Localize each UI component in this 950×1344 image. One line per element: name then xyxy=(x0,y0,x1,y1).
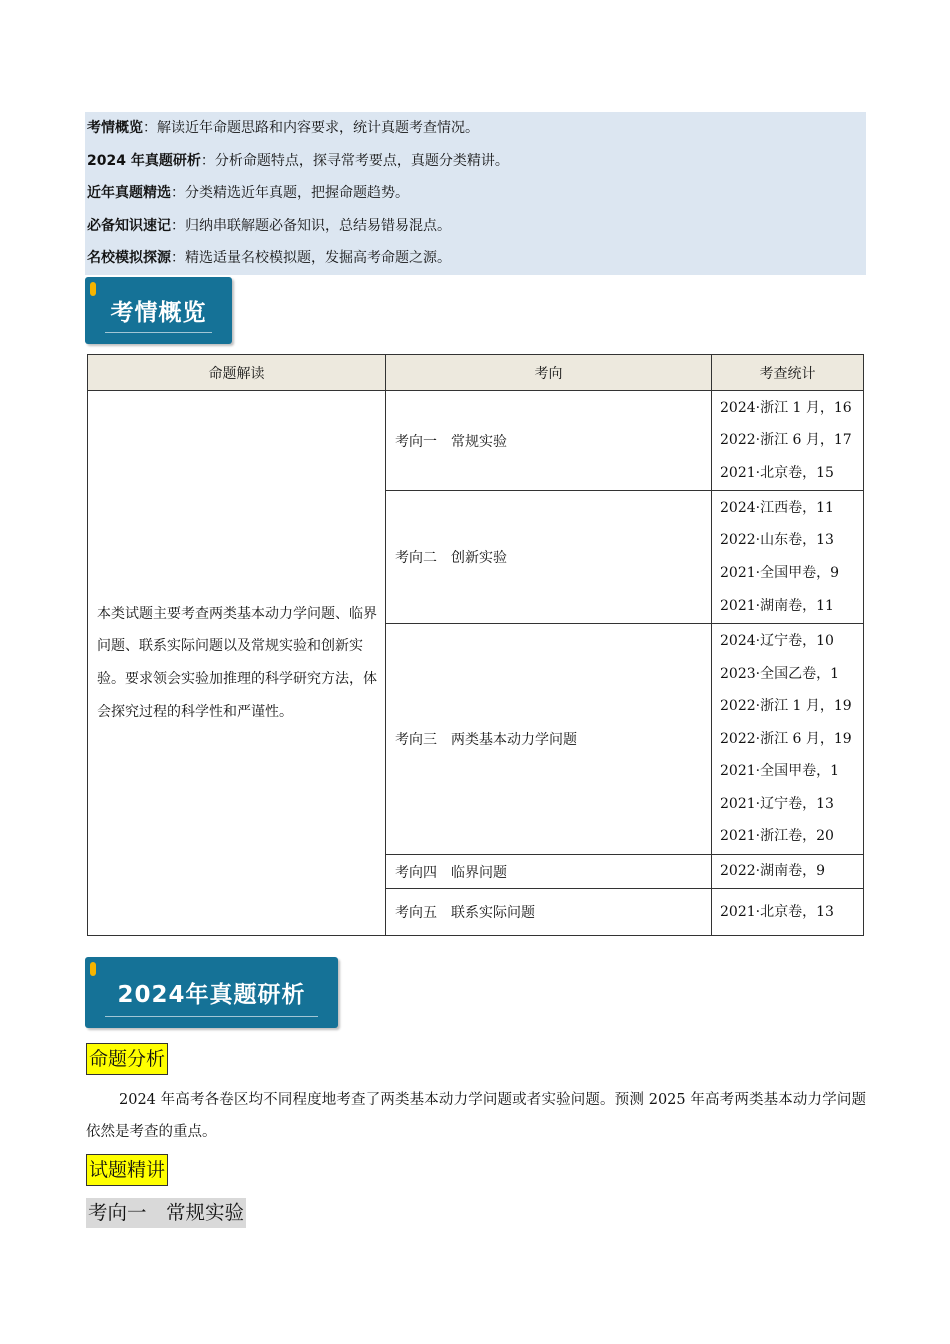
intro-value: ：分析命题特点，探寻常考要点，真题分类精讲。 xyxy=(200,152,509,169)
stat-item: 2024·辽宁卷，10 xyxy=(720,632,834,649)
stat-item: 2021·辽宁卷，13 xyxy=(720,795,834,812)
stats-cell xyxy=(712,855,864,889)
table-row xyxy=(88,391,864,491)
banner-underline xyxy=(105,332,212,333)
stat-item: 2024·浙江 1 月，16 xyxy=(720,399,852,416)
direction-cell: 考向三 两类基本动力学问题 xyxy=(386,624,712,855)
banner-underline xyxy=(105,1016,318,1017)
intro-item xyxy=(85,145,866,178)
intro-value: ：精选适量名校模拟题，发掘高考命题之源。 xyxy=(171,250,451,267)
intro-value: ：归纳串联解题必备知识，总结易错易混点。 xyxy=(171,217,451,234)
banner-title: 考情概览 xyxy=(110,300,207,326)
stat-item: 2024·江西卷，11 xyxy=(720,499,834,516)
topic-heading: 考向一 常规实验 xyxy=(86,1198,246,1228)
stat-item: 2021·湖南卷，11 xyxy=(720,597,834,614)
intro-box xyxy=(85,112,866,275)
intro-value: ：解读近年命题思路和内容要求，统计真题考查情况。 xyxy=(143,120,479,136)
intro-item xyxy=(85,210,866,243)
header-direction: 考向 xyxy=(386,355,712,391)
stat-item: 2021·浙江卷，20 xyxy=(720,828,834,845)
stat-item: 2022·浙江 6 月，17 xyxy=(720,432,852,449)
stat-item: 2021·北京卷，13 xyxy=(720,903,834,920)
label-question-explanation: 试题精讲 xyxy=(86,1154,168,1186)
intro-key: 近年真题精选 xyxy=(87,185,171,202)
direction-cell: 考向二 创新实验 xyxy=(386,491,712,624)
analysis-paragraph: 2024 年高考各卷区均不同程度地考查了两类基本动力学问题或者实验问题。预测 2025 年高考两类基本动力学问题依然是考查的重点。 xyxy=(86,1092,866,1140)
stat-item: 2021·全国甲卷，9 xyxy=(720,565,839,581)
header-interpretation: 命题解读 xyxy=(88,355,386,391)
stats-cell xyxy=(712,889,864,936)
intro-key: 考情概览 xyxy=(87,120,143,136)
intro-key: 名校模拟探源 xyxy=(87,250,171,267)
section-banner-analysis xyxy=(85,957,338,1028)
intro-key: 2024 年真题研析 xyxy=(87,152,201,169)
label-proposition-analysis: 命题分析 xyxy=(86,1043,168,1075)
overview-table xyxy=(87,354,864,936)
stats-cell xyxy=(712,391,864,491)
direction-cell: 考向一 常规实验 xyxy=(386,391,712,491)
interpretation-cell: 本类试题主要考查两类基本动力学问题、临界问题、联系实际问题以及常规实验和创新实验。要求领会实验加推理的科学研究方法，体会探究过程的科学性和严谨性。 xyxy=(88,391,386,936)
stat-item: 2022·浙江 1 月，19 xyxy=(720,698,852,715)
intro-value: ：分类精选近年真题，把握命题趋势。 xyxy=(171,185,409,202)
section-banner-overview xyxy=(85,277,232,344)
stats-cell xyxy=(712,624,864,855)
stat-item: 2021·北京卷，15 xyxy=(720,464,834,481)
direction-cell: 考向五 联系实际问题 xyxy=(386,889,712,936)
intro-item xyxy=(85,242,866,275)
stat-item: 2022·湖南卷，9 xyxy=(720,863,825,880)
stat-item: 2022·浙江 6 月，19 xyxy=(720,730,852,747)
stat-item: 2023·全国乙卷，1 xyxy=(720,665,839,682)
header-statistics: 考查统计 xyxy=(712,355,864,391)
stat-item: 2021·全国甲卷，1 xyxy=(720,763,839,780)
intro-item xyxy=(85,177,866,210)
direction-cell: 考向四 临界问题 xyxy=(386,855,712,889)
intro-item xyxy=(85,112,866,145)
banner-title: 2024年真题研析 xyxy=(117,982,306,1008)
intro-key: 必备知识速记 xyxy=(87,217,171,234)
stats-cell xyxy=(712,491,864,624)
stat-item: 2022·山东卷，13 xyxy=(720,532,834,549)
table-header-row xyxy=(88,355,864,391)
